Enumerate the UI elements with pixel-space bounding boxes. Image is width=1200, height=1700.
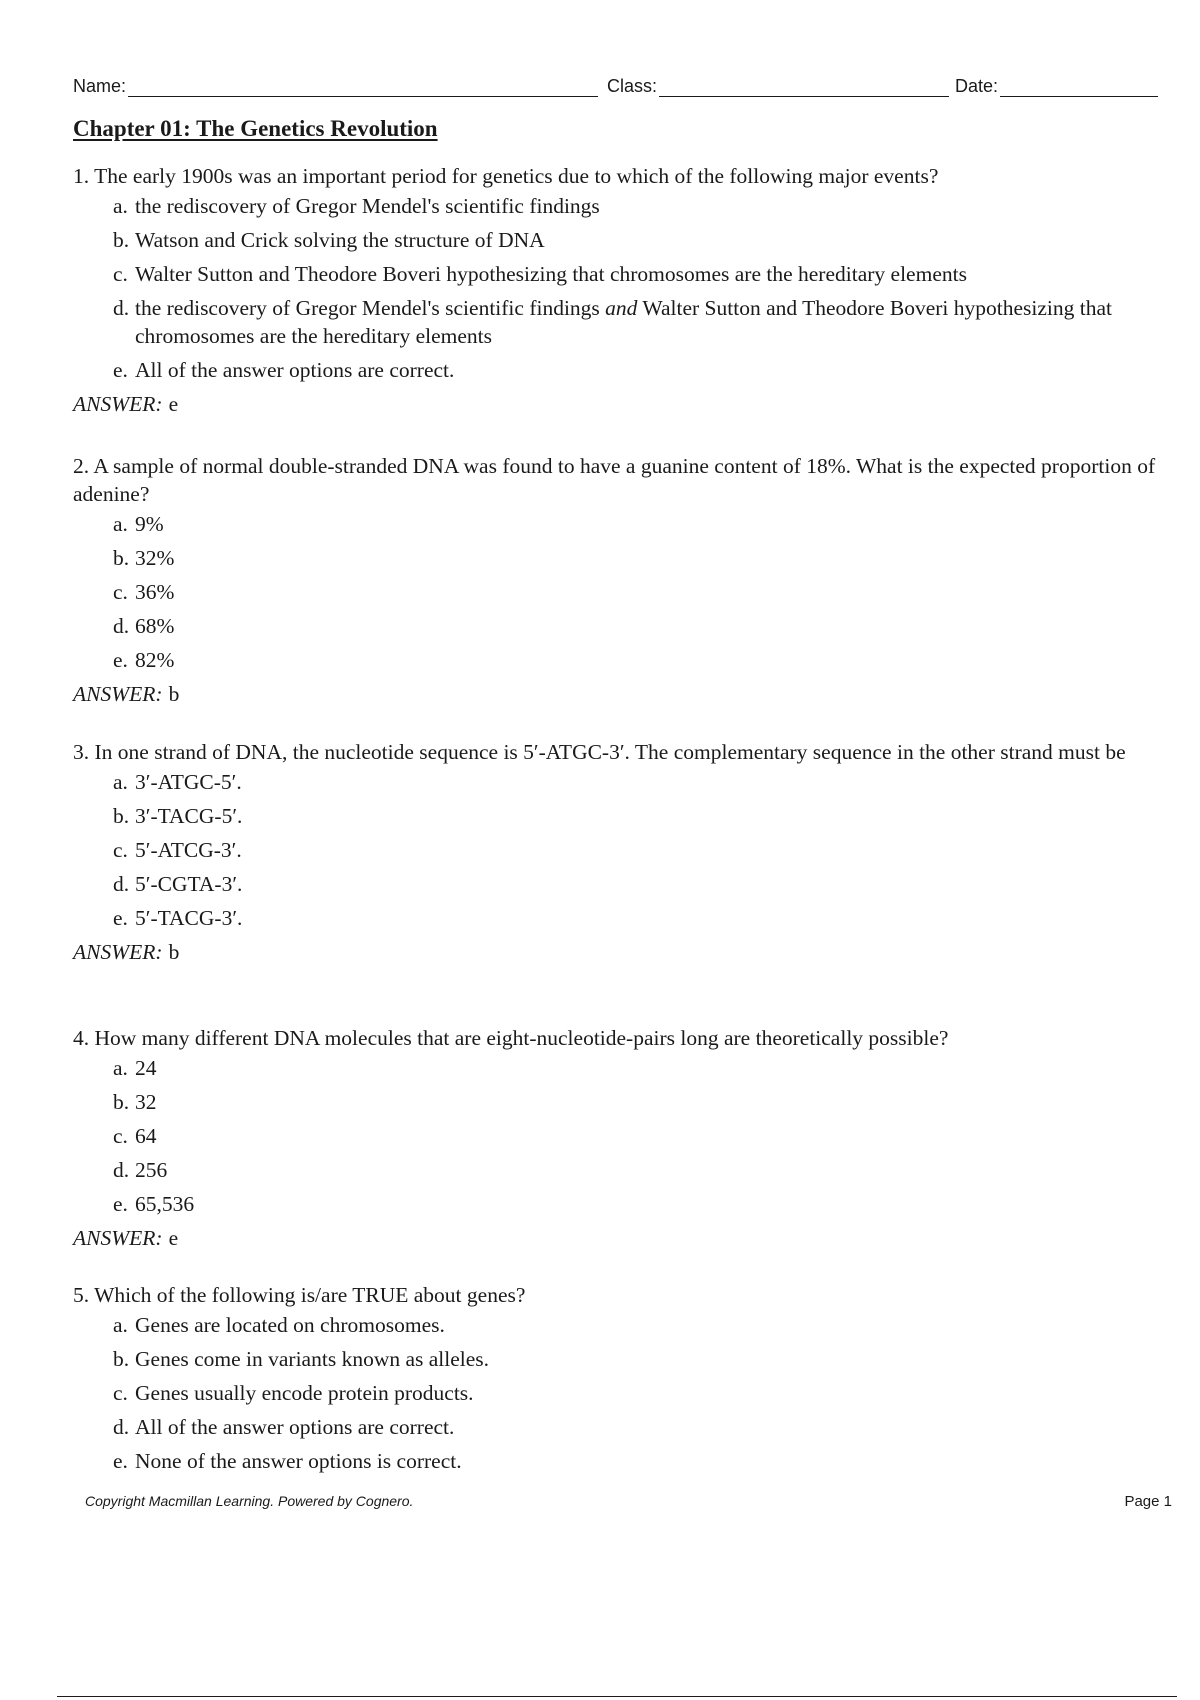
- option-e: e. All of the answer options are correct.: [113, 358, 455, 382]
- question-stem: 5. Which of the following is/are TRUE about genes?: [73, 1283, 526, 1307]
- name-field: [73, 74, 598, 97]
- question-stem: 2. A sample of normal double-stranded DNA was found to have a guanine content of 18%. What is the expected proportion of adenine?: [73, 454, 1156, 506]
- class-blank-line: [659, 74, 949, 97]
- option-e: e. 5′-TACG-3′.: [113, 906, 243, 930]
- option-c: c. 64: [113, 1124, 157, 1148]
- name-blank-line: [128, 74, 598, 97]
- bottom-divider: [57, 1696, 1177, 1697]
- option-d: d. 256: [113, 1158, 168, 1182]
- option-d: d. the rediscovery of Gregor Mendel's scientific findings and Walter Sutton and Theodore Boveri hypothesizing that chromosomes are the hereditary elements: [113, 296, 1112, 348]
- question-stem: 1. The early 1900s was an important period for genetics due to which of the following major events?: [73, 164, 939, 188]
- date-field: [955, 74, 1158, 97]
- question-stem: 4. How many different DNA molecules that are eight-nucleotide-pairs long are theoretically possible?: [73, 1026, 949, 1050]
- option-b: b. 3′-TACG-5′.: [113, 804, 243, 828]
- question-stem: 3. In one strand of DNA, the nucleotide sequence is 5′-ATGC-3′. The complementary sequence in the other strand must be: [73, 740, 1126, 764]
- option-c: c. 5′-ATCG-3′.: [113, 838, 242, 862]
- option-b: b. 32%: [113, 546, 175, 570]
- date-label: Date:: [955, 76, 999, 96]
- option-c: c. 36%: [113, 580, 175, 604]
- page-number: Page 1: [1124, 1493, 1172, 1510]
- option-list: [73, 1311, 1168, 1475]
- option-d: d. All of the answer options are correct.: [113, 1415, 455, 1439]
- answer-line: ANSWER: e: [73, 392, 179, 416]
- option-e: e. 82%: [113, 648, 175, 672]
- name-label: Name:: [73, 76, 127, 96]
- option-a: a. Genes are located on chromosomes.: [113, 1313, 445, 1337]
- chapter-title: Chapter 01: The Genetics Revolution: [73, 116, 438, 141]
- question-3: [73, 738, 1168, 966]
- option-b: b. Genes come in variants known as alleles.: [113, 1347, 490, 1371]
- class-label: Class:: [607, 76, 658, 96]
- copyright-footer: Copyright Macmillan Learning. Powered by Cognero.: [85, 1493, 414, 1509]
- question-5: [73, 1281, 1168, 1481]
- option-d: d. 68%: [113, 614, 175, 638]
- student-info-header: [73, 74, 1163, 104]
- option-list: [73, 1054, 1168, 1218]
- answer-line: ANSWER: b: [73, 940, 180, 964]
- option-c: c. Genes usually encode protein products.: [113, 1381, 474, 1405]
- date-blank-line: [1000, 74, 1158, 97]
- option-a: a. 24: [113, 1056, 157, 1080]
- option-e: e. 65,536: [113, 1192, 195, 1216]
- option-list: [73, 510, 1168, 674]
- option-list: [73, 768, 1168, 932]
- answer-line: ANSWER: e: [73, 1226, 179, 1250]
- option-b: b. Watson and Crick solving the structure of DNA: [113, 228, 545, 252]
- class-field: [607, 74, 949, 97]
- option-d: d. 5′-CGTA-3′.: [113, 872, 243, 896]
- question-1: [73, 162, 1168, 418]
- option-e: e. None of the answer options is correct.: [113, 1449, 462, 1473]
- option-a: a. 3′-ATGC-5′.: [113, 770, 242, 794]
- option-a: a. 9%: [113, 512, 164, 536]
- answer-line: ANSWER: b: [73, 682, 180, 706]
- question-2: [73, 452, 1168, 708]
- question-4: [73, 1024, 1168, 1252]
- option-a: a. the rediscovery of Gregor Mendel's scientific findings: [113, 194, 600, 218]
- option-b: b. 32: [113, 1090, 157, 1114]
- option-c: c. Walter Sutton and Theodore Boveri hypothesizing that chromosomes are the hereditary elements: [113, 262, 967, 286]
- option-list: [73, 192, 1168, 384]
